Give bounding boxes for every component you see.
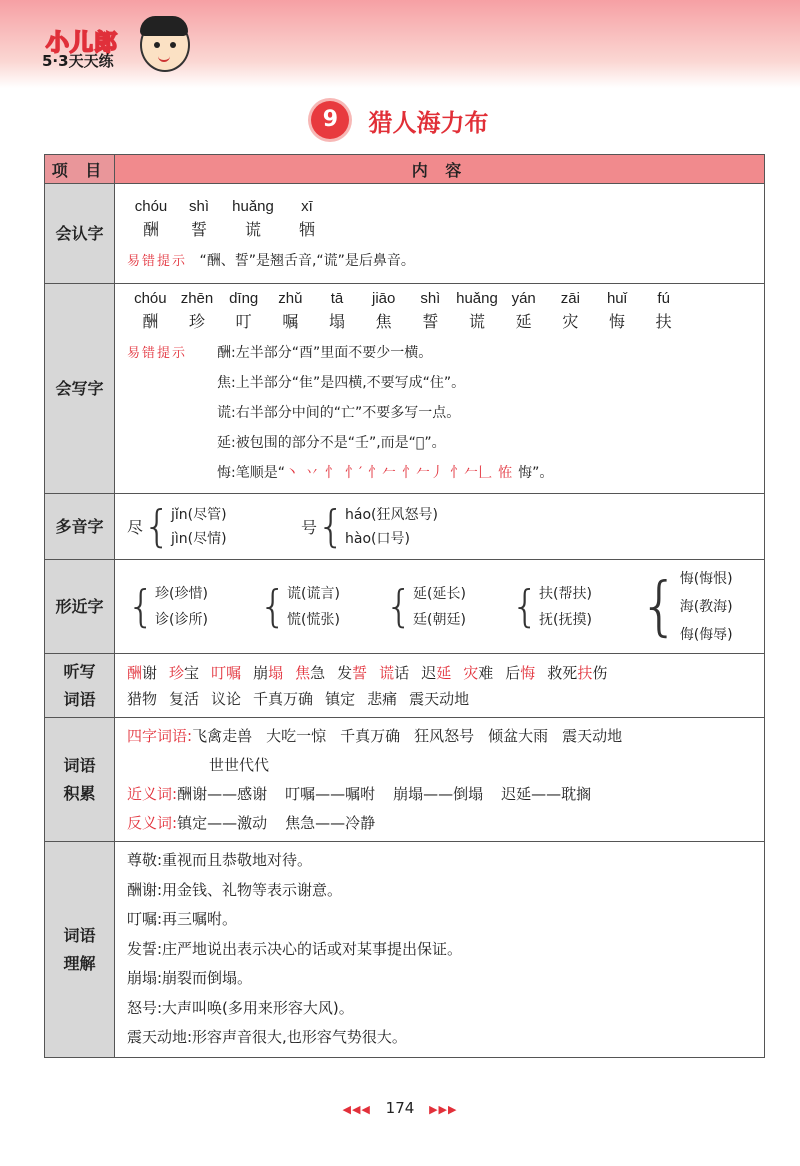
similar-char: 悔(悔恨) [679,570,733,587]
stroke-step: 忄′ [344,464,363,481]
word: 镇定 [325,689,356,708]
similar-char: 慌(慌张) [287,611,340,628]
char: 谎 [468,311,485,331]
word [505,664,535,682]
word: 悲痛 [367,689,398,708]
similar-char: 廷(朝廷) [413,611,466,628]
pinyin: jiāo [371,289,396,307]
similar-char: 侮(侮辱) [679,626,733,643]
word [169,664,199,682]
brace-icon: { [511,580,539,632]
tip-line: 延:被包围的部分不是“壬”,而是“𫝀”。 [217,434,446,451]
tip-line: 焦:上半部分“隹”是四横,不要写成“住”。 [217,374,466,391]
label-duoyinzi: 多音字 [45,494,115,560]
lesson-number: 9 [311,101,349,139]
pinyin: tā [330,289,344,307]
word: 猎物 [127,689,158,708]
pinyin: huǎng [456,289,498,307]
definition: 震天动地:形容声音很大,也形容气势很大。 [127,1028,407,1047]
brace-icon: { [639,569,680,644]
char: 酬 [142,311,159,331]
plain-char: 难 [478,663,494,682]
header-item: 项 目 [45,155,115,184]
stroke-order-line: 悔:笔顺是“丶 丷 忄 忄′ 忄𠂉 忄𠂉丿 忄𠂉𠃊 恠 悔”。 [217,464,554,481]
label-huixiezi: 会写字 [45,284,115,494]
stroke-step: 丶 [284,464,299,481]
dictation-line-2 [127,686,756,712]
word [211,664,241,682]
tip-line: 谎:右半部分中间的“亡”不要多写一点。 [217,404,461,421]
polyphone-char: 号 [301,518,318,537]
brace-icon: { [259,580,287,632]
word: 千真万确 [253,689,314,708]
content-duoyinzi [115,494,765,560]
plain-char: 崩 [253,663,269,682]
reading: hào(口号) [345,530,410,547]
stroke-step: 忄𠂉丿 [402,464,445,481]
stroke-step: 忄 [324,464,339,481]
definition: 尊敬:重视而且恭敬地对待。 [127,851,313,870]
brand-logo [22,18,182,74]
similar-char: 诊(诊所) [155,611,208,628]
label-huirenzi: 会认字 [45,184,115,284]
char: 酬 [142,219,159,239]
plain-char: 话 [394,663,410,682]
word [463,664,493,682]
lesson-title: 猎人海力布 [368,108,489,137]
similar-char: 海(教海) [679,598,733,615]
word-pair: 崩塌——倒塌 [393,784,484,803]
mascot-icon [140,18,190,72]
label-jilei: 词语 积累 [45,718,115,842]
word-pair: 迟延——耽搁 [501,784,592,803]
lesson-heading [0,101,800,139]
char: 嘱 [282,311,299,331]
word [253,664,283,682]
char: 誓 [190,219,207,239]
page-number: 174 [385,1099,415,1117]
pinyin: shì [188,197,209,215]
similar-char: 扶(帮扶) [539,585,592,602]
char: 牺 [298,219,315,239]
pinyin: huǎng [232,197,274,215]
category-label: 反义词: [127,813,178,832]
char: 塌 [328,311,345,331]
next-arrows-icon: ▶▶▶ [429,1103,458,1116]
word: 复活 [169,689,200,708]
word-pair: 焦急——冷静 [285,813,376,832]
pinyin: chóu [134,289,167,307]
pinyin: zāi [560,289,580,307]
word-pair: 镇定——激动 [177,813,268,832]
char: 叮 [235,311,252,331]
highlight-char: 延 [436,663,452,682]
highlight-char: 誓 [352,663,368,682]
char: 扶 [655,311,672,331]
plain-char: 急 [310,663,326,682]
plain-char: 伤 [592,663,608,682]
word: 世世代代 [209,755,270,774]
header-content: 内 容 [115,155,765,184]
stroke-step: 悔 [518,464,533,481]
stroke-step: 丷 [304,464,319,481]
similar-char: 珍(珍惜) [155,585,208,602]
word: 飞禽走兽 [192,726,253,745]
logo-title: 小儿郎 [46,30,118,56]
category-label: 近义词: [127,784,178,803]
content-lijie [115,842,765,1058]
word [127,664,157,682]
plain-char: 救死 [547,663,578,682]
highlight-char: 叮嘱 [211,663,242,682]
pinyin: xī [301,197,313,215]
word: 大吃一惊 [266,726,327,745]
pinyin: huǐ [606,289,627,307]
definition: 崩塌:崩裂而倒塌。 [127,969,253,988]
highlight-char: 塌 [268,663,284,682]
char: 誓 [422,311,439,331]
brace-icon: { [127,580,155,632]
pinyin: shì [420,289,441,307]
brace-icon: { [317,500,346,552]
word-pair: 叮嘱——嘱咐 [285,784,376,803]
highlight-char: 珍 [169,663,185,682]
reading: jǐn(尽管) [171,506,227,523]
char: 延 [515,311,532,331]
char: 焦 [375,311,392,331]
word [337,664,367,682]
label-xingjinzi: 形近字 [45,560,115,654]
char: 谎 [244,219,261,239]
plain-char: 发 [337,663,353,682]
tip-line: 酬:左半部分“酉”里面不要少一横。 [217,344,433,361]
content-tingxie [115,654,765,718]
char: 悔 [608,311,625,331]
similar-char: 延(延长) [413,585,466,602]
content-huixiezi [115,284,765,494]
highlight-char: 谎 [379,663,395,682]
plain-char: 迟 [421,663,437,682]
definition: 发誓:庄严地说出表示决心的话或对某事提出保证。 [127,939,463,958]
word: 议论 [211,689,242,708]
word: 狂风怒号 [414,726,475,745]
category-label: 四字词语: [127,726,193,745]
word: 倾盆大雨 [488,726,549,745]
word: 震天动地 [562,726,623,745]
stroke-step: 忄𠂉𠃊 [450,464,493,481]
plain-char: 后 [505,663,521,682]
pinyin: yán [511,289,536,307]
plain-char: 谢 [142,663,158,682]
logo-subtitle: 5·3天天练 [42,52,114,70]
pinyin: chóu [134,197,168,215]
word [295,664,325,682]
word: 震天动地 [409,689,470,708]
prev-arrows-icon: ◀◀◀ [342,1103,371,1116]
highlight-char: 酬 [127,663,143,682]
definition: 叮嘱:再三嘱咐。 [127,910,238,929]
char: 灾 [562,311,579,331]
definition: 怒号:大声叫唤(多用来形容大风)。 [127,998,354,1017]
content-jilei [115,718,765,842]
stroke-step: 忄𠂉 [368,464,397,481]
char: 珍 [188,311,205,331]
lesson-table [44,154,765,1058]
tip-label: 易错提示 [127,253,188,269]
content-xingjinzi [115,560,765,654]
highlight-char: 焦 [295,663,311,682]
tip-text: “酬、誓”是翘舌音,“谎”是后鼻音。 [199,252,415,269]
content-huirenzi [115,184,765,284]
brace-icon: { [385,580,413,632]
highlight-char: 悔 [520,663,536,682]
reading: jìn(尽情) [171,530,227,547]
label-tingxie: 听写 词语 [45,654,115,718]
word-pair: 酬谢——感谢 [177,784,268,803]
word [547,664,607,682]
polyphone-char: 尽 [127,518,144,537]
brace-icon: { [143,500,172,552]
plain-char: 宝 [184,663,200,682]
tip-label: 易错提示 [127,345,188,361]
pinyin: fú [657,289,670,307]
definition: 酬谢:用金钱、礼物等表示谢意。 [127,880,343,899]
word [421,664,451,682]
stroke-step: 恠 [498,464,513,481]
pinyin: dīng [229,289,259,307]
label-lijie: 词语 理解 [45,842,115,1058]
highlight-char: 灾 [463,663,479,682]
dictation-line-1 [127,660,756,686]
page-footer [0,1099,800,1117]
similar-char: 抚(抚摸) [539,611,592,628]
word: 千真万确 [340,726,401,745]
highlight-char: 扶 [577,663,593,682]
reading: háo(狂风怒号) [345,506,438,523]
pinyin: zhǔ [278,289,303,307]
pinyin: zhēn [180,289,214,307]
similar-char: 谎(谎言) [287,585,340,602]
word [379,664,409,682]
